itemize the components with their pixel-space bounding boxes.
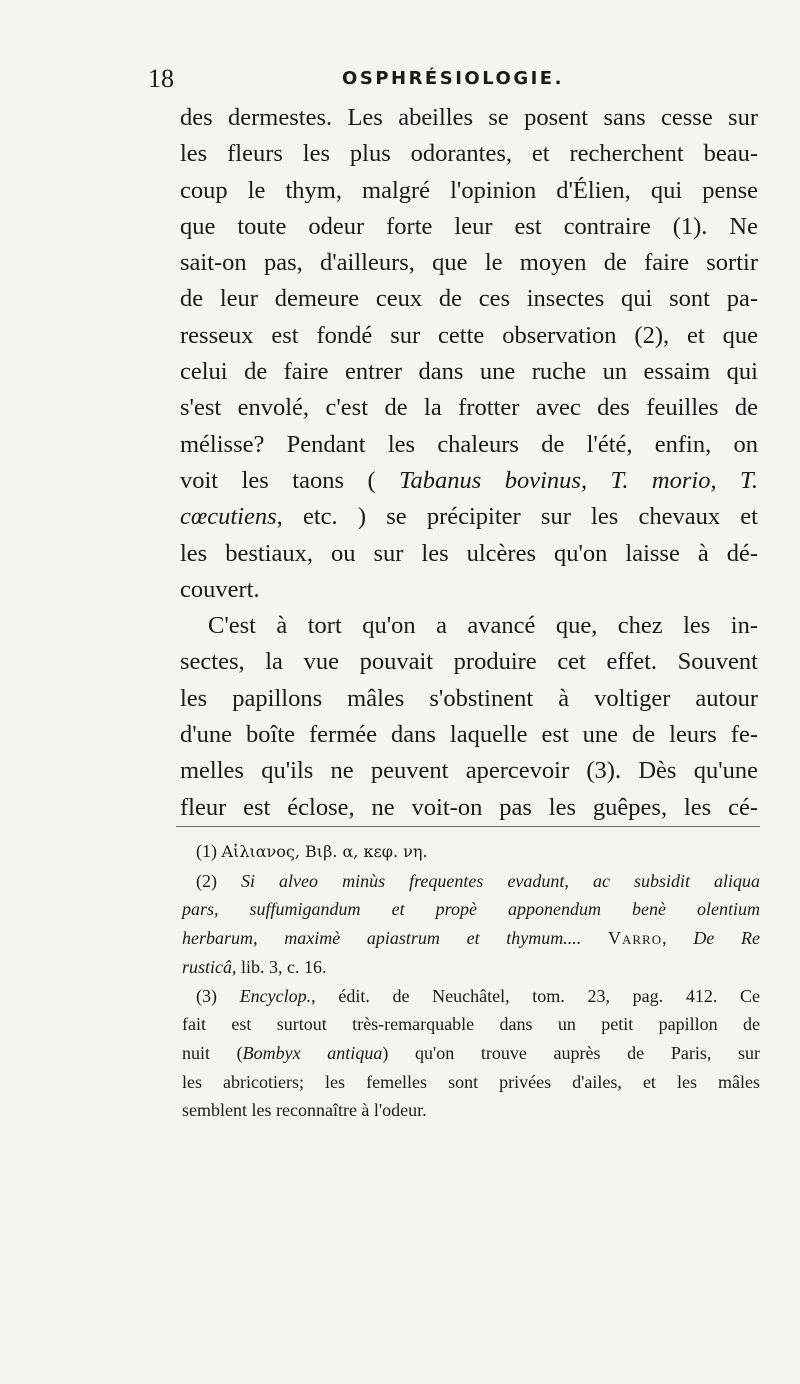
text-line: des dermestes. Les abeilles se posent sans cesse sur (180, 104, 758, 131)
footnote-2 (182, 867, 760, 896)
paragraph-start: C'est à tort qu'on a avancé que, chez les in- (208, 612, 758, 640)
text-line: melles qu'ils ne peuvent apercevoir (3). Dès qu'une (180, 757, 758, 785)
text-line: resseux est fondé sur cette observation (2), et que (180, 321, 758, 349)
footnote-line (182, 924, 760, 953)
footnote-3 (182, 982, 760, 1011)
text-line: mélisse? Pendant les chaleurs de l'été, enfin, on (180, 430, 758, 458)
text-line: les bestiaux, ou sur les ulcères qu'on laisse à dé- (180, 539, 758, 567)
latin-quote: herbarum, maximè apiastrum et thymum.... (182, 928, 582, 949)
text-run: ) qu'on trouve auprès de Paris, sur (382, 1042, 760, 1063)
footnote-line (182, 895, 760, 924)
footnote-mark: (2) (196, 870, 217, 891)
work-title: Encyclop. (239, 985, 312, 1006)
footnote-line (182, 953, 760, 982)
text-line: couvert. (180, 575, 260, 603)
page-number: 18 (148, 64, 174, 93)
text-line: les fleurs les plus odorantes, et recherchent beau- (180, 140, 758, 168)
author-name: Varro (607, 928, 663, 949)
text-line: sectes, la vue pouvait produire cet effet. Souvent (180, 648, 758, 676)
main-text (180, 100, 758, 826)
latin-quote: pars, suffumigandum et propè apponendum benè olentium (182, 899, 760, 920)
text-line: que toute odeur forte leur est contraire (1). Ne (180, 212, 758, 240)
text-line: coup le thym, malgré l'opinion d'Élien, qui pense (180, 176, 758, 204)
text-line-coecutiens (180, 499, 758, 535)
footnote-line: les abricotiers; les femelles sont privées d'ailes, et les mâles (182, 1071, 760, 1092)
text-line: s'est envolé, c'est de la frotter avec des feuilles de (180, 394, 758, 422)
footnote-line: fait est surtout très-remarquable dans un petit papillon de (182, 1014, 760, 1035)
text-line: les papillons mâles s'obstinent à voltiger autour (180, 684, 758, 712)
footnote-divider (176, 826, 760, 827)
latin-quote: Si alveo minùs frequentes evadunt, ac subsidit aliqua (241, 870, 761, 891)
greek-citation: Αἰλιανος, Βιβ. α, κεφ. νη. (221, 842, 428, 861)
text-run: , (662, 928, 694, 949)
species-names: Tabanus bovinus, T. morio, T. (399, 466, 758, 494)
text-line-taons (180, 463, 758, 499)
text-run: , etc. ) se précipiter sur les chevaux et (276, 503, 758, 531)
text-run: nuit ( (182, 1042, 243, 1063)
text-run: , lib. 3, c. 16. (232, 956, 327, 977)
footnote-line (182, 1039, 760, 1068)
text-line: d'une boîte fermée dans laquelle est une de leurs fe- (180, 721, 758, 749)
page-header (148, 64, 758, 104)
text-line: fleur est éclose, ne voit-on pas les guêpes, les cé- (180, 793, 758, 821)
footnotes (182, 837, 760, 1125)
text-line: de leur demeure ceux de ces insectes qui sont pa- (180, 285, 758, 313)
footnote-line: semblent les reconnaître à l'odeur. (182, 1100, 427, 1121)
work-title: De Re (693, 928, 760, 949)
species-name: Bombyx antiqua (242, 1042, 383, 1063)
footnote-1 (182, 837, 760, 867)
footnote-mark: (3) (196, 985, 217, 1006)
text-line: sait-on pas, d'ailleurs, que le moyen de faire sortir (180, 249, 758, 277)
text-line: celui de faire entrer dans une ruche un essaim qui (180, 358, 758, 386)
species-name: cœcutiens (180, 503, 277, 531)
running-title: OSPHRÉSIOLOGIE. (342, 68, 564, 89)
work-title: rusticâ (182, 956, 233, 977)
text-run: voit les taons ( (180, 466, 376, 494)
footnote-mark: (1) (196, 841, 217, 861)
text-run: , édit. de Neuchâtel, tom. 23, pag. 412. Ce (311, 985, 760, 1006)
